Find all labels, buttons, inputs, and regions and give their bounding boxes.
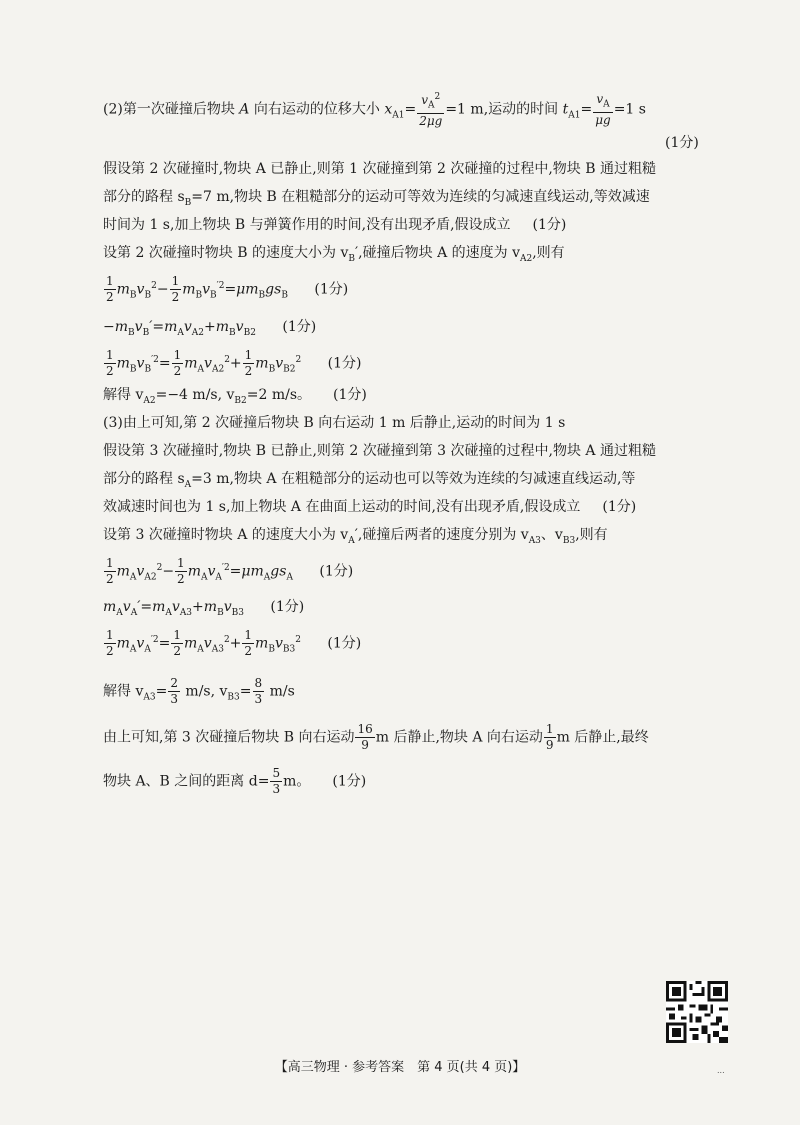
p3-line2: 假设第 3 次碰撞时,物块 B 已静止,则第 2 次碰撞到第 3 次碰撞的过程中,物块 A 通过粗糙 (103, 443, 656, 459)
sub: A (215, 572, 222, 583)
m: m (116, 563, 130, 580)
eq: = (155, 683, 168, 700)
sub: A3 (211, 644, 224, 655)
text: m/s, v (185, 683, 228, 700)
text: 由上可知,第 3 次碰撞后物块 B 向右运动 (103, 729, 355, 746)
eq: = (580, 101, 593, 118)
t: v (183, 319, 192, 335)
frac-half (170, 274, 182, 305)
sup: 2 (153, 354, 159, 365)
sub: B2 (283, 364, 296, 375)
sub: B2 (243, 327, 256, 338)
p3-line3 (103, 470, 635, 494)
text: =3 m,物块 A 在粗糙部分的运动也可以等效为连续的匀减速直线运动,等 (191, 471, 636, 487)
sub: A (165, 607, 172, 618)
score: (1分) (532, 217, 567, 233)
text: 设第 3 次碰撞时物块 A 的速度大小为 v (103, 527, 349, 543)
plus: + (229, 635, 242, 652)
text: 解得 v (103, 387, 144, 403)
frac-half (104, 556, 116, 587)
sub: B (144, 364, 152, 375)
text: (2)第一次碰撞后物块 (103, 101, 235, 118)
sup: 2 (156, 562, 163, 573)
score: (1分) (332, 773, 367, 790)
sub: B (184, 197, 192, 208)
t: v (223, 599, 232, 615)
equation-1 (103, 274, 348, 305)
text: ′,碰撞后两者的速度分别为 v (354, 527, 529, 543)
t: v (122, 599, 131, 615)
text: m/s (269, 683, 295, 700)
text: =1 m,运动的时间 (445, 101, 559, 118)
sub: A (428, 100, 435, 111)
m: m (187, 563, 201, 580)
v: v (136, 355, 145, 372)
sub: A (130, 607, 138, 618)
sup: 2 (295, 354, 302, 365)
sub: A (116, 607, 123, 618)
m: m (255, 635, 269, 652)
v: v (203, 635, 212, 652)
equation-2 (103, 318, 316, 342)
sub: A (129, 572, 137, 583)
frac-half (242, 628, 254, 659)
t: ′=m (137, 599, 166, 615)
num: 16 (357, 722, 373, 736)
text: 设第 2 次碰撞时物块 B 的速度大小为 v (103, 245, 349, 261)
sub: B (142, 327, 150, 338)
den: μg (595, 112, 611, 127)
sub: B3 (227, 692, 240, 703)
text: =−4 m/s, v (155, 387, 235, 403)
frac-half (243, 348, 255, 379)
p2-solve (103, 386, 367, 410)
frac-5-3 (270, 766, 282, 797)
den: 2μg (419, 114, 443, 129)
sup: 2 (295, 634, 301, 645)
var-t: t (562, 101, 569, 118)
num: 1 (106, 628, 114, 642)
den: 3 (170, 692, 178, 706)
num: 1 (171, 274, 180, 288)
text: =2 m/s。 (246, 387, 312, 403)
sup: 2 (223, 562, 230, 573)
t: +m (204, 319, 230, 335)
sub: B3 (231, 607, 244, 618)
text: 部分的路程 s (103, 471, 185, 487)
text: 物块 A、B 之间的距离 d= (103, 773, 270, 790)
p3-final-2 (103, 766, 366, 797)
t: v (171, 599, 180, 615)
m: m (116, 281, 130, 298)
frac-2-3 (168, 676, 180, 707)
p2-line3 (103, 188, 650, 212)
frac-8-3 (253, 676, 265, 707)
equation-3 (103, 348, 362, 379)
text: 时间为 1 s,加上物块 B 与弹簧作用的时间,没有出现矛盾,假设成立 (103, 217, 511, 233)
m: m (116, 635, 130, 652)
num: 1 (106, 556, 114, 570)
frac-1-9 (544, 722, 556, 753)
num: v (421, 93, 429, 107)
v: v (136, 635, 145, 652)
text: 部分的路程 s (103, 189, 185, 205)
sub: B (129, 364, 137, 375)
p2-line2: 假设第 2 次碰撞时,物块 A 已静止,则第 1 次碰撞到第 2 次碰撞的过程中,物块 B 通过粗糙 (103, 161, 656, 177)
den: 9 (361, 738, 369, 752)
minus: − (156, 281, 169, 298)
p3-line1: (3)由上可知,第 2 次碰撞后物块 B 向右运动 1 m 后静止,运动的时间为 1 s (103, 415, 566, 431)
sub: A2 (191, 327, 205, 338)
sub: B (129, 290, 137, 301)
v: v (136, 281, 145, 298)
equation-6 (103, 628, 361, 659)
num: 1 (173, 628, 181, 642)
t: −m (103, 319, 129, 335)
t: m (103, 599, 117, 615)
sup: 2 (151, 280, 157, 291)
text: m。 (283, 773, 311, 790)
sub: B (348, 253, 355, 264)
m: m (184, 355, 198, 372)
sub: A (177, 327, 184, 338)
var-x: x (384, 101, 393, 118)
frac-xa (417, 90, 444, 129)
den: 2 (244, 644, 253, 658)
p3-line5 (103, 526, 608, 550)
num: 1 (244, 628, 253, 642)
var-a: A (239, 101, 250, 118)
sub: B (268, 364, 276, 375)
sub: A (200, 572, 208, 583)
p3-line4 (103, 498, 636, 516)
eq: = (404, 101, 417, 118)
t: +m (192, 599, 218, 615)
sub: A3 (143, 692, 156, 703)
num: 1 (106, 274, 114, 288)
v: v (136, 563, 145, 580)
den: 3 (272, 782, 281, 796)
num: 5 (272, 766, 281, 780)
frac-half (175, 556, 187, 587)
sub: B (258, 290, 266, 301)
equation-5 (103, 598, 304, 622)
p2-line1 (103, 90, 646, 129)
v: v (207, 563, 216, 580)
rhs: gs (270, 563, 287, 580)
sub: A3 (179, 607, 193, 618)
sub: A (184, 479, 192, 490)
den: 2 (173, 644, 181, 658)
sub: A (348, 535, 355, 546)
sub: A (263, 572, 271, 583)
score: (1分) (319, 563, 354, 580)
score: (1分) (282, 319, 317, 335)
sub: B3 (282, 644, 296, 655)
score: (1分) (314, 281, 349, 298)
text: ′,碰撞后物块 A 的速度为 v (354, 245, 520, 261)
sub: A2 (143, 395, 156, 406)
score: (1分) (665, 135, 699, 151)
frac-half (104, 628, 116, 659)
num: 1 (106, 348, 114, 362)
sub: A1 (568, 110, 581, 121)
num: 1 (177, 556, 185, 570)
frac-half (104, 348, 116, 379)
sub: A3 (528, 535, 541, 546)
page-footer: 【高三物理 · 参考答案 第 4 页(共 4 页)】 (274, 1060, 526, 1075)
sup: ′ (150, 634, 153, 645)
rhs: =μm (229, 563, 264, 580)
m: m (116, 355, 130, 372)
den: 9 (545, 738, 554, 752)
sub: A (197, 644, 204, 655)
score: (1分) (602, 499, 637, 515)
qr-code-icon (666, 981, 728, 1043)
num: 8 (254, 676, 263, 690)
sub: A (197, 364, 205, 375)
sub: B (229, 327, 236, 338)
sub: B (144, 290, 152, 301)
v: v (204, 355, 212, 372)
sub: A1 (392, 110, 405, 121)
den: 2 (106, 290, 114, 304)
sup: 2 (152, 634, 159, 645)
v: v (202, 281, 211, 298)
frac-half (172, 348, 184, 379)
eq: = (239, 683, 252, 700)
score: (1分) (327, 635, 362, 652)
m: m (184, 635, 198, 652)
plus: + (229, 355, 242, 372)
rhs: gs (265, 281, 282, 298)
sub: B (268, 644, 275, 655)
text: m 后静止,最终 (556, 729, 649, 746)
eq: = (158, 635, 171, 652)
text: 解得 v (103, 683, 144, 700)
score: (1分) (270, 599, 305, 615)
score: (1分) (333, 387, 367, 403)
sup: ′ (216, 280, 219, 291)
sub: A2 (211, 364, 225, 375)
den: 2 (106, 364, 114, 378)
eq: = (158, 355, 171, 372)
v: v (275, 355, 284, 372)
den: 2 (171, 290, 180, 304)
sup: 2 (223, 634, 230, 645)
p3-solve (103, 676, 295, 707)
sub: A (129, 644, 137, 655)
sub: A2 (519, 253, 533, 264)
text: =7 m,物块 B 在粗糙部分的运动可等效为连续的匀减速直线运动,等效减速 (191, 189, 650, 205)
p2-line5 (103, 244, 565, 268)
text: m 后静止,物块 A 向右运动 (375, 729, 543, 746)
text: =1 s (613, 101, 646, 118)
t: v (235, 319, 244, 335)
text: ,则有 (575, 527, 608, 543)
sub: B (195, 290, 203, 301)
den: 2 (173, 364, 182, 378)
sub: B (281, 290, 288, 301)
equation-4 (103, 556, 353, 587)
score: (1分) (327, 355, 362, 372)
t: v (134, 319, 143, 335)
sup: 2 (434, 92, 441, 102)
frac-half (104, 274, 116, 305)
num: 1 (244, 348, 253, 362)
text: 效减速时间也为 1 s,加上物块 A 在曲面上运动的时间,没有出现矛盾,假设成立 (103, 499, 581, 515)
sub: B (128, 327, 135, 338)
den: 2 (106, 644, 114, 658)
frac-16-9 (355, 722, 374, 753)
sub: B (210, 290, 217, 301)
sub: B2 (234, 395, 247, 406)
frac-half (171, 628, 183, 659)
sup: 2 (224, 354, 230, 365)
v: v (274, 635, 283, 652)
num: 1 (545, 722, 554, 736)
sub: A2 (144, 572, 157, 583)
frac-ta (593, 92, 612, 128)
den: 2 (177, 572, 185, 586)
num: v (596, 91, 604, 106)
sub: B (217, 607, 224, 618)
page-marker: ... (717, 1066, 725, 1075)
t: ′=m (149, 319, 178, 335)
den: 3 (254, 692, 263, 706)
text: 、v (540, 527, 563, 543)
sub: B3 (562, 535, 576, 546)
m: m (182, 281, 196, 298)
minus: − (162, 563, 175, 580)
text: ,则有 (532, 245, 565, 261)
sup: ′ (221, 562, 224, 573)
sub: A (286, 572, 293, 583)
m: m (255, 355, 269, 372)
sub: A (603, 98, 610, 109)
num: 1 (173, 348, 182, 362)
den: 2 (106, 572, 114, 586)
sup: 2 (218, 280, 225, 291)
sup: ′ (151, 354, 154, 365)
num: 2 (170, 676, 178, 690)
p3-final-1 (103, 722, 649, 753)
sub: A (144, 644, 151, 655)
rhs: =μm (224, 281, 259, 298)
p2-line4 (103, 216, 566, 234)
text: 向右运动的位移大小 (253, 101, 380, 118)
den: 2 (244, 364, 253, 378)
